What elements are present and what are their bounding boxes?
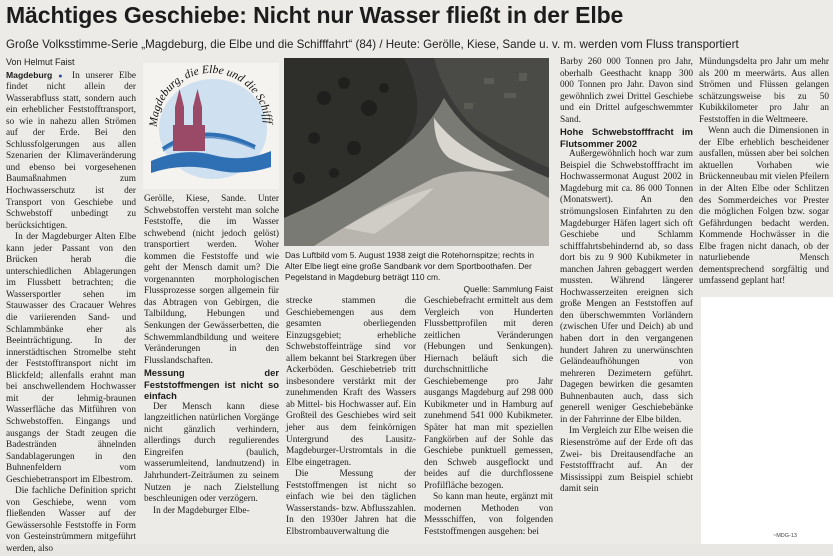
blank-area	[701, 297, 833, 544]
paragraph: Gerölle, Kiese, Sande. Unter Schwebstoffen versteht man solche Feststoffe, die im Wasser schwebend (nicht jedoch gelöst) transportiert werden. Woher kommen die Feststoffe und wie geht der Mensch damit um? Die vorgenannten morphologischen Flussprozesse sorgen allgemein für das Abtragen von Gebirgen, die Talbildung, Hebungen und Senkungen der Gewässerbetten, die Schwemmlandbildung und weitere Veränderungen in den Flusslandschaften.	[144, 194, 279, 366]
paragraph: Im Vergleich zur Elbe weisen die Riesenströme auf der Erde oft das Zwei- bis Dreitausendfache an Feststofffracht auf. An der Mississippi zum Beispiel schiebt damit sein	[560, 426, 693, 495]
paragraph: In der Magdeburger Elbe-	[153, 505, 250, 516]
paragraph: Barby 260 000 Tonnen pro Jahr, oberhalb Geesthacht knapp 300 000 Tonnen pro Jahr. Davon sind gewöhnlich zwei Drittel Geschiebe und ein Drittel aufgeschwemmter Sand.	[560, 57, 693, 125]
column-2	[144, 194, 279, 542]
paragraph: Geschiebefracht ermittelt aus dem Vergleich von Hunderten Flussbettprofilen mit deren zeitlichen Veränderungen (Hebungen und Senkungen). Hiernach beläuft sich die durchschnittliche Geschiebemenge pro Jahr ausgangs Magdeburg auf 298 000 Kubikmeter und in Hamburg auf zunehmend 541 000 Kubikmeter. Später hat man mit speziellen Fangkörben auf der Sohle das Geschiebe punktuell gemessen, den Schweb ausgeflockt und beides auf die durchflossene Profilfläche bezogen.	[424, 296, 553, 491]
paragraph: So kann man heute, ergänzt mit modernen Methoden von Messschiffen, von folgenden Feststoffmengen ausgehen: bei	[424, 492, 553, 537]
column-1	[6, 57, 137, 554]
paragraph: Außergewöhnlich hoch war zum Beispiel die Schwebstofffracht im Hochwassermonat August 2002 in Magdeburg mit ca. 86 000 Tonnen (Monatswert). An den strömungslosen Einfahrten zu den Magdeburger Häfen lagert sich oft Geschiebe und Schlamm schifffahrtsbehindernd ab, so dass dort bis zu 9 900 Kubikmeter in manchen Jahren gebaggert werden mussten. Während längerer Hochwasserzeiten ereignen sich große Mengen an Feststoffen auf den überschwemmten Vorländern (zwischen Ufer und Deich) ab und haben dort in den vergangenen hundert Jahren zu unerwünschten Geländeaufhöhungen von mehreren Dezimetern geführt. Dagegen bewirken die gesamten Buhnenbauten auch, dass sich generell weniger Geschiebebänke in der Fahrrinne der Elbe bilden.	[560, 149, 693, 425]
column-5	[560, 57, 693, 542]
bullet-icon: ●	[58, 71, 67, 80]
dateline: Magdeburg	[6, 69, 53, 80]
series-logo	[143, 63, 279, 189]
subheading: Messung der Feststoffmengen ist nicht so einfach	[144, 367, 279, 402]
subheading: Hohe Schwebstofffracht im Flutsommer 2002	[560, 126, 693, 149]
aerial-photo-image	[284, 58, 549, 246]
paragraph: strecke stammen die Geschiebemengen aus dem gesamten oberliegenden Einzugsgebiet; erhebliche Schwebstoffeinträge sind vor allem bekannt bei Starkregen über Ackerböden. Geschiebetrieb tritt insbesondere verstärkt mit der zunehmenden Kraft des Wassers ab Mittel- bis Hochwasser auf. Ein Großteil des Geschiebes wird seit jeher aus dem feinkörnigen Untergrund des Lausitz-Magdeburger-Urstromtals in die Elbe eingetragen.	[286, 296, 416, 468]
photo-credit: Quelle: Sammlung Faist	[463, 283, 553, 294]
author-line: Von Helmut Faist	[6, 57, 75, 67]
aerial-photo	[284, 58, 549, 246]
logo-title: Magdeburg, die Elbe und die Schifff	[147, 63, 274, 128]
subheadline: Große Volksstimme-Serie „Magdeburg, die Elbe und die Schifffahrt“ (84) / Heute: Gerölle, Kiese, Sande u. v. m. werden vom Fluss transportiert	[6, 38, 739, 51]
paragraph: Der Mensch kann diese langzeitlichen natürlichen Vorgänge nicht gänzlich verhindern, allerdings durch regulierendes Eingreifen (baulich, wasserumleitend, landnutzend) in Jahrhundert-Zeiträumen zu seinem Nutzen je nach Zielstellung beschleunigen oder verzögern.	[144, 401, 279, 505]
paragraph: Die Messung der Feststoffmengen ist nicht so einfach wie bei den täglichen Wasserstands- bzw. Abflusszahlen. In den 1930er Jahren hat die Elbstrombauverwaltung die	[286, 469, 416, 537]
column-6	[699, 57, 829, 295]
column-4	[424, 296, 553, 542]
cathedral-bridge-logo-icon	[143, 63, 279, 189]
page-code: ~MDG-13	[773, 533, 797, 539]
paragraph-text: In unserer Elbe findet nicht allein der Wasserabfluss statt, sondern auch ein erheblicher Feststofftransport, so wie in nahezu allen Strömen auf der Erde. Bei den Schlussfolgerungen aus allen Szenarien der Klimaveränderung und ebenso bei vorgesehenen Baumaßnahmen zum Hochwasserschutz ist der Transport von Geschiebe und Schwebstoff unbedingt zu berücksichtigen.	[6, 70, 137, 231]
paragraph: In der Magdeburger Alten Elbe kann jeder Passant von den Brücken herab die unterschiedlichen Ablagerungen im Flussbett betrachten; die Wassersportler sehen im Stauwasser des Cracauer Wehres die variierenden Sand- und Schlammbänke eher als Beeinträchtigung. In der innerstädtischen Stromelbe steht der Feststofftransport nicht im Blickfeld; allenfalls erahnt man bei anschwellendem Hochwasser mit der lehmig-braunen Wasserfläche das Mitführen von Schwebstoffen. Eingangs und ausgangs der Stadt zeugen die Badestränden ähnelnden Sandablagerungen in den Buhnenfeldern vom Geschiebetransport im Elbestrom.	[6, 232, 136, 485]
photo-caption	[285, 250, 553, 295]
caption-text: Das Luftbild vom 5. August 1938 zeigt die Rotehornspitze; rechts in Alter Elbe liegt eine große Sandbank vor dem Sportboothafen. Der Pegelstand in Magdeburg beträgt 110 cm.	[285, 250, 535, 283]
paragraph: Wenn auch die Dimensionen in der Elbe erheblich bescheidener ausfallen, müssen aber bei solchen aktuellen Vorhaben wie Brückenneubau mit vielen Pfeilern in der Alten Elbe oder Schlitzen des Sommerdeiches vor Prester die möglichen Folgen bzw. sogar Gefährdungen bedacht werden. Kommende Hochwässer in die Elbe fragen nicht danach, ob der naturliebende Mensch dementsprechend sorgfältig und umfassend geplant hat!	[699, 126, 829, 287]
paragraph: Mündungsdelta pro Jahr um mehr als 200 m meerwärts. Aus allen Strömen und Flüssen gelangen schätzungsweise bis zu 50 Kubikkilometer pro Jahr an Feststoffen in die Weltmeere.	[699, 57, 829, 125]
column-3	[286, 296, 416, 542]
headline: Mächtiges Geschiebe: Nicht nur Wasser fließt in der Elbe	[6, 2, 624, 28]
paragraph: Die fachliche Definition spricht von Geschiebe, wenn vom fließenden Wasser auf der Gewässersohle Feststoffe in Form von Gesteinstrümmern mitgeführt werden, also	[6, 486, 136, 554]
paragraph	[6, 70, 136, 233]
